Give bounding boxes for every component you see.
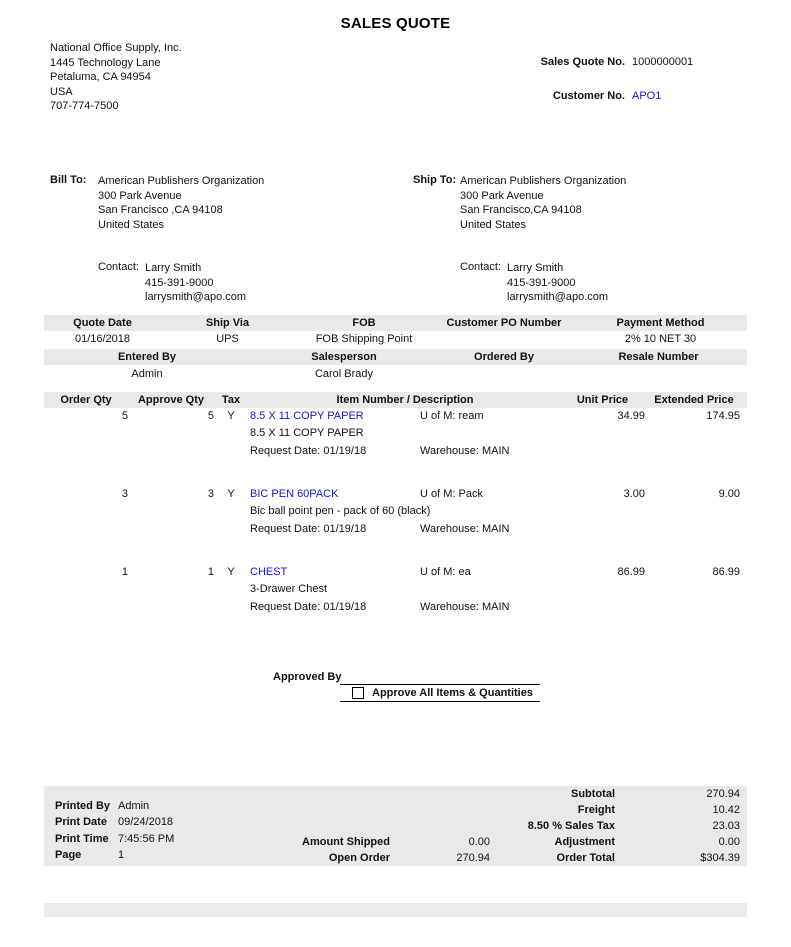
order-qty-value: 5 [121, 410, 128, 422]
bill-to-contact-block [145, 261, 246, 305]
salesperson-value: Carol Brady [314, 368, 374, 380]
quote-date-value: 01/16/2018 [74, 333, 131, 345]
customer-no-row [450, 90, 747, 102]
ship-to-label: Ship To: [413, 174, 457, 186]
sales-quote-no-row [450, 56, 747, 68]
ordered-by-value [438, 367, 570, 382]
ship-via-header: Ship Via [205, 317, 250, 329]
page-label: Page [55, 849, 82, 861]
ship-to-address [460, 174, 626, 232]
document-title: SALES QUOTE [340, 15, 451, 32]
item-number-link[interactable]: 8.5 X 11 COPY PAPER [250, 410, 364, 422]
item-description: Bic ball point pen - pack of 60 (black) [250, 505, 431, 517]
footer-summary-band [44, 786, 747, 866]
customer-no-label: Customer No. [552, 90, 625, 102]
page-number: 1 [118, 849, 125, 861]
ship-via-value: UPS [216, 333, 239, 345]
bill-to-label: Bill To: [50, 174, 87, 186]
sales-tax-label: 8.50 % Sales Tax [527, 820, 615, 832]
item-number-link[interactable]: BIC PEN 60PACK [250, 488, 339, 500]
order-qty-value: 3 [121, 488, 128, 500]
extended-price-value: 86.99 [712, 566, 740, 578]
ordered-by-header: Ordered By [474, 351, 534, 363]
signature-line [340, 684, 540, 685]
order-qty-value: 1 [121, 566, 128, 578]
bill-to-contact-name: Larry Smith [145, 262, 202, 274]
printed-by-label: Printed By [55, 800, 111, 812]
unit-price-value: 34.99 [617, 410, 645, 422]
tax-value: Y [227, 410, 235, 422]
customer-po-number-value [434, 332, 574, 347]
bill-to-contact-label: Contact: [98, 261, 139, 273]
ship-to-country: United States [460, 218, 527, 231]
uom-value: U of M: ea [420, 566, 471, 578]
freight-label: Freight [577, 804, 615, 816]
tax-header: Tax [221, 394, 241, 406]
request-date: Request Date: 01/19/18 [250, 445, 367, 457]
entered-by-value: Admin [131, 368, 163, 380]
ship-to-contact-name: Larry Smith [507, 262, 564, 274]
ship-to-contact-email: larrysmith@apo.com [507, 291, 609, 304]
company-country: USA [50, 85, 73, 98]
freight-value: 10.42 [712, 804, 740, 816]
table-row [44, 566, 747, 644]
approve-all-checkbox-label: Approve All Items & Quantities [372, 687, 533, 699]
amount-shipped-label: Amount Shipped [302, 836, 390, 848]
table-row [44, 410, 747, 488]
order-total-value: $304.39 [700, 852, 740, 864]
adjustment-value: 0.00 [718, 836, 740, 848]
company-name: National Office Supply, Inc. [50, 42, 182, 54]
company-phone: 707-774-7500 [50, 100, 119, 113]
request-date: Request Date: 01/19/18 [250, 601, 367, 613]
order-info-values-row1 [44, 332, 747, 347]
subtotal-label: Subtotal [571, 788, 615, 800]
table-row [44, 488, 747, 566]
company-address-line2: Petaluma, CA 94954 [50, 71, 151, 84]
items-table-header [44, 392, 747, 408]
ship-to-name: American Publishers Organization [460, 175, 627, 187]
print-date-value: 09/24/2018 [118, 816, 174, 828]
fob-header: FOB [352, 317, 376, 329]
item-number-description-header: Item Number / Description [336, 394, 474, 406]
unit-price-value: 3.00 [623, 488, 645, 500]
warehouse: Warehouse: MAIN [420, 523, 510, 535]
item-number-link[interactable]: CHEST [250, 566, 288, 578]
bill-to-address-line2: San Francisco ,CA 94108 [98, 204, 223, 217]
tax-value: Y [227, 488, 235, 500]
open-order-value: 270.94 [456, 852, 490, 864]
print-time-value: 7:45:56 PM [118, 833, 175, 845]
uom-value: U of M: Pack [420, 488, 483, 500]
adjustment-label: Adjustment [554, 836, 615, 848]
resale-number-header: Resale Number [618, 351, 699, 363]
bill-to-contact-email: larrysmith@apo.com [145, 291, 247, 304]
company-address-line1: 1445 Technology Lane [50, 56, 161, 69]
ship-to-address-line1: 300 Park Avenue [460, 189, 544, 202]
order-info-header-row1 [44, 315, 747, 331]
extended-price-value: 9.00 [718, 488, 740, 500]
item-description: 3-Drawer Chest [250, 583, 328, 595]
sales-quote-no-value: 1000000001 [632, 56, 694, 68]
open-order-label: Open Order [328, 852, 390, 864]
salesperson-header: Salesperson [311, 351, 377, 363]
quote-date-header: Quote Date [73, 317, 132, 329]
item-description: 8.5 X 11 COPY PAPER [250, 427, 364, 439]
amount-shipped-value: 0.00 [468, 836, 490, 848]
unit-price-header: Unit Price [576, 394, 629, 406]
order-info-values-row2 [44, 367, 747, 382]
request-date: Request Date: 01/19/18 [250, 523, 367, 535]
order-qty-header: Order Qty [60, 394, 112, 406]
print-date-label: Print Date [55, 816, 107, 828]
tax-value: Y [227, 566, 235, 578]
resale-number-value [570, 367, 747, 382]
bill-to-address-line1: 300 Park Avenue [98, 189, 182, 202]
extended-price-value: 174.95 [706, 410, 740, 422]
print-time-label: Print Time [55, 833, 109, 845]
payment-method-value: 2% 10 NET 30 [624, 333, 697, 345]
uom-value: U of M: ream [420, 410, 484, 422]
bill-to-name: American Publishers Organization [98, 175, 265, 187]
ship-to-contact-label: Contact: [460, 261, 501, 273]
bill-to-contact-phone: 415-391-9000 [145, 276, 214, 289]
subtotal-value: 270.94 [706, 788, 740, 800]
sales-tax-value: 23.03 [712, 820, 740, 832]
approve-qty-value: 3 [207, 488, 214, 500]
approve-qty-value: 1 [207, 566, 214, 578]
approve-qty-value: 5 [207, 410, 214, 422]
order-total-label: Order Total [556, 852, 615, 864]
ship-to-contact-phone: 415-391-9000 [507, 276, 576, 289]
order-info-header-row2 [44, 349, 747, 365]
printed-by-value: Admin [118, 800, 150, 812]
customer-no-link[interactable]: APO1 [632, 90, 662, 102]
bill-to-country: United States [98, 218, 165, 231]
unit-price-value: 86.99 [617, 566, 645, 578]
company-address-block [50, 41, 182, 114]
bill-to-address [98, 174, 264, 232]
warehouse: Warehouse: MAIN [420, 601, 510, 613]
approval-divider-line [340, 701, 540, 702]
ship-to-contact-block [507, 261, 608, 305]
warehouse: Warehouse: MAIN [420, 445, 510, 457]
sales-quote-no-label: Sales Quote No. [540, 56, 625, 68]
quote-meta-block [450, 56, 747, 102]
payment-method-header: Payment Method [616, 317, 705, 329]
extended-price-header: Extended Price [654, 394, 734, 406]
ship-to-address-line2: San Francisco,CA 94108 [460, 204, 582, 217]
entered-by-header: Entered By [117, 351, 177, 363]
approved-by-label: Approved By [273, 671, 342, 683]
customer-po-number-header: Customer PO Number [446, 317, 562, 329]
bottom-band [44, 903, 747, 917]
approve-qty-header: Approve Qty [137, 394, 204, 406]
fob-value: FOB Shipping Point [315, 333, 413, 345]
approve-all-checkbox[interactable] [352, 687, 364, 699]
